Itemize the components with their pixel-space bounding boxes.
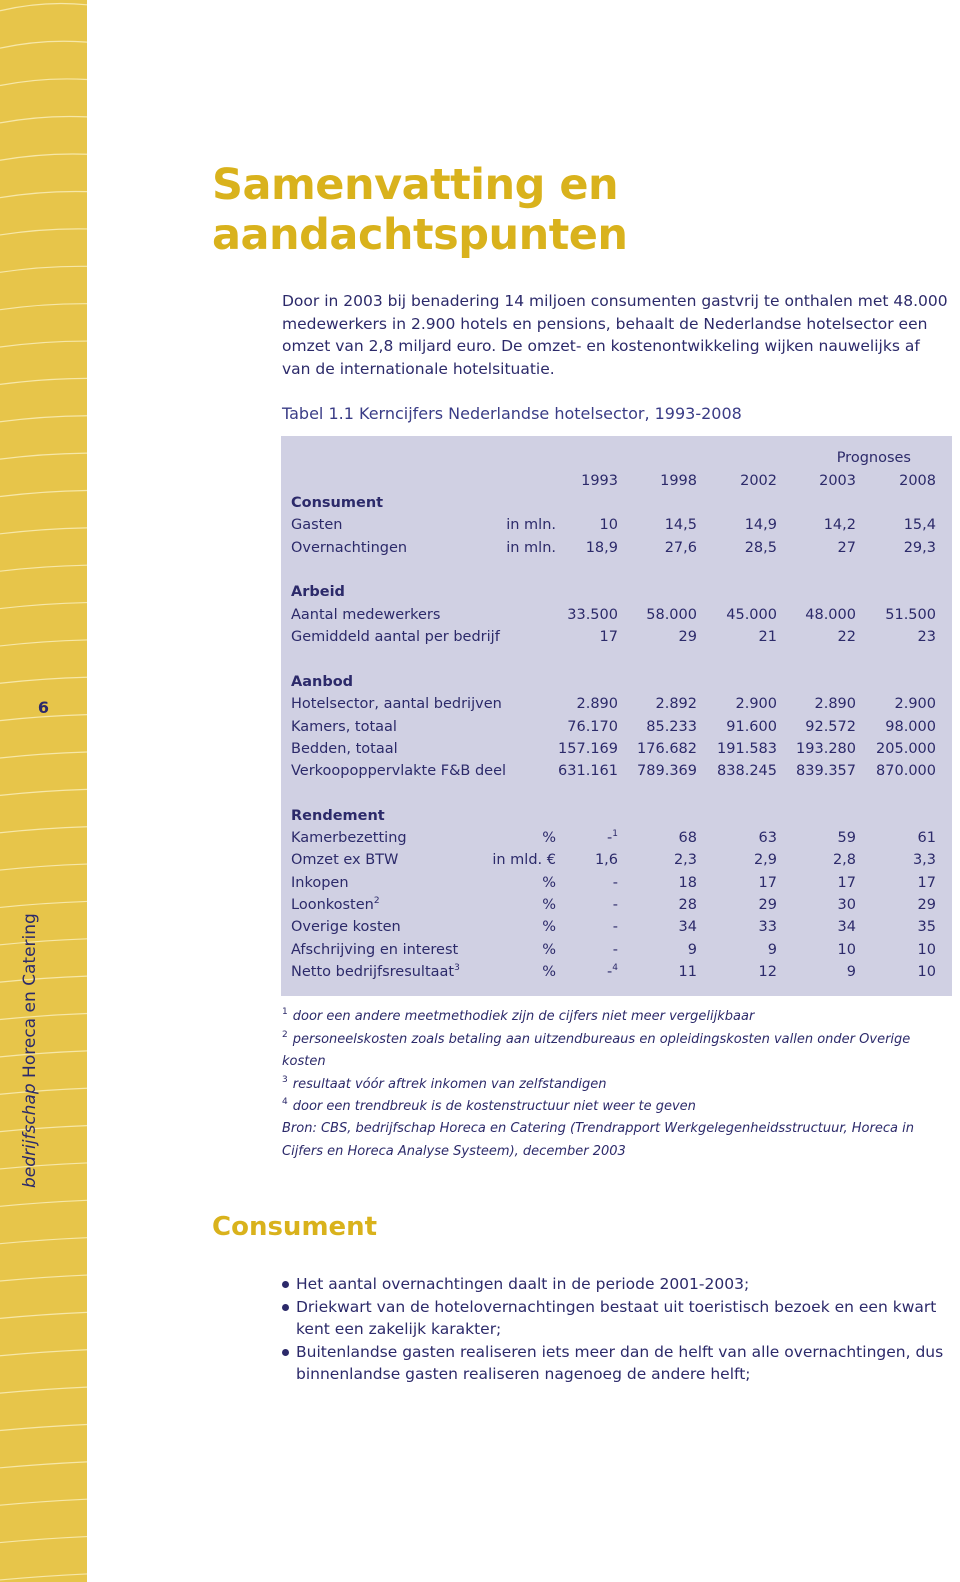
bullet-icon [282, 1281, 289, 1288]
cell: 2.900 [735, 696, 777, 712]
table-caption: Tabel 1.1 Kerncijfers Nederlandse hotelsector, 1993-2008 [282, 404, 742, 423]
cell: 176.682 [637, 741, 697, 757]
cell: 28 [678, 897, 697, 913]
decorative-arc [0, 827, 87, 833]
decorative-arc [0, 79, 87, 86]
decorative-arc [0, 789, 87, 795]
cell: 205.000 [876, 741, 936, 757]
section-title: Rendement [291, 808, 385, 824]
row-label: Kamers, totaal [291, 719, 397, 735]
table-row [291, 626, 941, 648]
vertical-brand-text [8, 913, 52, 1188]
cell: 193.280 [796, 741, 856, 757]
row-unit: in mln. [506, 517, 556, 533]
cell: 191.583 [717, 741, 777, 757]
bullet-icon [282, 1304, 289, 1311]
cell [607, 827, 618, 849]
cell: 17 [758, 875, 777, 891]
cell: 85.233 [646, 719, 697, 735]
table-row [291, 716, 941, 738]
prognoses-row [291, 447, 941, 469]
footnote-number: 2 [282, 1029, 288, 1040]
cell: 30 [837, 897, 856, 913]
cell: 838.245 [717, 763, 777, 779]
cell: 48.000 [805, 607, 856, 623]
cell: 12 [758, 964, 777, 980]
decorative-arc [0, 1312, 87, 1318]
cell: 11 [678, 964, 697, 980]
footnote [282, 1029, 952, 1074]
decorative-arc [0, 1387, 87, 1393]
row-unit: % [542, 875, 556, 891]
cell: 29 [758, 897, 777, 913]
cell: 17 [917, 875, 936, 891]
cell: 9 [767, 942, 777, 958]
table-row [291, 827, 941, 849]
cell: 789.369 [637, 763, 697, 779]
row-unit: % [542, 942, 556, 958]
decorative-arc [0, 864, 87, 870]
row-label: Gemiddeld aantal per bedrijf [291, 629, 500, 645]
cell: 59 [837, 830, 856, 846]
footnote-text: personeelskosten zoals betaling aan uitzendbureaus en opleidingskosten vallen onder Overige kosten [282, 1031, 911, 1069]
cell: 29 [678, 629, 697, 645]
cell: - [612, 897, 618, 913]
cell: - [612, 875, 618, 891]
decorative-arc [0, 117, 87, 123]
row-label-text: Loonkosten [291, 897, 374, 913]
cell: 2,3 [673, 852, 697, 868]
footnote [282, 1074, 952, 1097]
table-row [291, 537, 941, 559]
footnote-text: door een andere meetmethodiek zijn de cijfers niet meer vergelijkbaar [292, 1009, 755, 1024]
cell: 15,4 [903, 517, 936, 533]
brand-rest: Horeca en Catering [20, 913, 40, 1084]
arc-pattern [0, 0, 87, 1582]
bullet-text: Buitenlandse gasten realiseren iets meer dan de helft van alle overnachtingen, dus binnenlandse gasten realiseren nagenoeg de andere helft; [296, 1342, 944, 1383]
decorative-arc [0, 453, 87, 459]
cell: 18 [678, 875, 697, 891]
intro-paragraph: Door in 2003 bij benadering 14 miljoen consumenten gastvrij te onthalen met 48.000 medewerkers in 2.900 hotels en pensions, behaalt de Nederlandse hotelsector een omzet van 2,8 miljard euro. De omzet- en kostenontwikkeling wijken nauwelijks af van de internationale hotelsituatie. [282, 292, 948, 378]
decorative-arc [0, 1275, 87, 1281]
footnote-number: 1 [282, 1007, 288, 1017]
decorative-arc [0, 640, 87, 646]
decorative-arc [0, 378, 87, 384]
decorative-arc [0, 154, 87, 160]
row-unit: in mld. € [492, 852, 556, 868]
cell: 98.000 [885, 719, 936, 735]
decorative-arc [0, 603, 87, 609]
row-unit: % [542, 830, 556, 846]
cell: 92.572 [805, 719, 856, 735]
decorative-arc [0, 528, 87, 534]
footnote-ref: 3 [454, 963, 460, 973]
year-header-row [291, 470, 941, 492]
cell: 58.000 [646, 607, 697, 623]
cell: 34 [678, 919, 697, 935]
footnote-number: 3 [282, 1074, 288, 1085]
decorative-arc [0, 1350, 87, 1356]
decorative-arc [0, 1537, 87, 1543]
row-label: Aantal medewerkers [291, 607, 441, 623]
row-label [291, 894, 380, 916]
row-unit: % [542, 919, 556, 935]
cell: 76.170 [567, 719, 618, 735]
bullet-list [282, 1273, 947, 1386]
decorative-sidebar [0, 0, 87, 1582]
decorative-arc [0, 939, 87, 945]
decorative-arc [0, 304, 87, 310]
table-row [291, 939, 941, 961]
decorative-arc [0, 752, 87, 758]
decorative-arc [0, 1499, 87, 1505]
cell: 631.161 [558, 763, 618, 779]
section-title: Consument [291, 495, 384, 511]
cell: - [612, 919, 618, 935]
cell: 870.000 [876, 763, 936, 779]
footnote-ref: 2 [373, 896, 380, 906]
cell: 33.500 [567, 607, 618, 623]
row-label: Inkopen [291, 875, 349, 891]
section-heading-aanbod [291, 671, 941, 693]
prognoses-label: Prognoses [836, 450, 911, 466]
table-row [291, 693, 941, 715]
decorative-arc [0, 565, 87, 571]
section-heading-consument [291, 492, 941, 514]
decorative-arc [0, 416, 87, 422]
table-row [291, 738, 941, 760]
cell: 61 [917, 830, 936, 846]
cell: 9 [846, 964, 856, 980]
cell: 68 [678, 830, 697, 846]
bullet-item [282, 1341, 947, 1386]
cell-value: - [607, 830, 613, 846]
footnote [282, 1006, 952, 1029]
row-unit: % [542, 964, 556, 980]
cell: 63 [758, 830, 777, 846]
year-header: 2008 [899, 473, 936, 489]
cell: 21 [758, 629, 777, 645]
section-title: Arbeid [291, 584, 345, 600]
decorative-arc [0, 191, 87, 197]
bullet-text: Driekwart van de hotelovernachtingen bestaat uit toeristisch bezoek en een kwart kent een zakelijk karakter; [296, 1297, 937, 1338]
decorative-arc [0, 1200, 87, 1206]
decorative-arc [0, 901, 87, 907]
bullet-item [282, 1273, 947, 1296]
table-row [291, 604, 941, 626]
cell: 3,3 [912, 852, 936, 868]
row-label: Verkoopoppervlakte F&B deel [291, 763, 507, 779]
section-title: Aanbod [291, 674, 354, 690]
table-row [291, 760, 941, 782]
cell: 34 [837, 919, 856, 935]
cell: 17 [599, 629, 618, 645]
cell: 35 [917, 919, 936, 935]
decorative-arc [0, 229, 87, 235]
decorative-arc [0, 1424, 87, 1430]
row-label [291, 961, 460, 983]
table-row [291, 961, 941, 983]
cell: 2,9 [753, 852, 777, 868]
table-row [291, 514, 941, 536]
row-label: Afschrijving en interest [291, 942, 459, 958]
year-header: 1998 [660, 473, 697, 489]
cell: 33 [758, 919, 777, 935]
decorative-arc [0, 266, 87, 272]
cell: 157.169 [558, 741, 618, 757]
table-row [291, 916, 941, 938]
cell: 14,5 [664, 517, 697, 533]
cell: 18,9 [585, 540, 618, 556]
decorative-arc [0, 490, 87, 496]
table-row [291, 872, 941, 894]
cell: 10 [599, 517, 618, 533]
footnote-ref: 4 [612, 963, 618, 973]
decorative-arc [0, 341, 87, 347]
cell: 27,6 [664, 540, 697, 556]
row-label: Omzet ex BTW [291, 852, 399, 868]
bullet-text: Het aantal overnachtingen daalt in de periode 2001-2003; [296, 1275, 750, 1293]
cell: 2.892 [655, 696, 697, 712]
decorative-arc [0, 1462, 87, 1468]
cell: 22 [837, 629, 856, 645]
cell: 28,5 [744, 540, 777, 556]
decorative-arc [0, 1574, 87, 1580]
year-header: 2002 [740, 473, 777, 489]
row-label: Kamerbezetting [291, 830, 407, 846]
cell: 2,8 [832, 852, 856, 868]
page-number: 6 [37, 698, 50, 717]
section-heading-rendement [291, 805, 941, 827]
page-title: Samenvatting en aandachtspunten [212, 160, 628, 260]
cell: 2.890 [576, 696, 618, 712]
row-label: Bedden, totaal [291, 741, 398, 757]
decorative-arc [0, 677, 87, 683]
cell: 91.600 [726, 719, 777, 735]
cell: 29 [917, 897, 936, 913]
footnote-text: door een trendbreuk is de kostenstructuur niet weer te geven [292, 1099, 696, 1114]
row-label: Hotelsector, aantal bedrijven [291, 696, 502, 712]
cell: 10 [917, 964, 936, 980]
source-note: Bron: CBS, bedrijfschap Horeca en Catering (Trendrapport Werkgelegenheidsstructuur, Horeca in Cijfers en Horeca Analyse Systeem), december 2003 [282, 1121, 914, 1159]
table-row [291, 894, 941, 916]
cell: 10 [837, 942, 856, 958]
cell: 14,2 [823, 517, 856, 533]
row-label-text: Netto bedrijfsresultaat [291, 964, 455, 980]
year-header: 2003 [819, 473, 856, 489]
footnotes [282, 1006, 952, 1119]
footnote-number: 4 [282, 1097, 288, 1107]
cell: 2.890 [814, 696, 856, 712]
row-unit: in mln. [506, 540, 556, 556]
cell: 2.900 [894, 696, 936, 712]
cell: - [612, 942, 618, 958]
cell: 23 [917, 629, 936, 645]
cell: 839.357 [796, 763, 856, 779]
bullet-item [282, 1296, 947, 1341]
cell: 14,9 [744, 517, 777, 533]
cell: 10 [917, 942, 936, 958]
cell: 51.500 [885, 607, 936, 623]
row-label: Gasten [291, 517, 343, 533]
row-label: Overige kosten [291, 919, 401, 935]
row-unit: % [542, 897, 556, 913]
footnote-ref: 1 [612, 829, 618, 839]
decorative-arc [0, 4, 87, 11]
cell: 45.000 [726, 607, 777, 623]
cell-value: - [607, 964, 613, 980]
cell: 17 [837, 875, 856, 891]
footnote [282, 1096, 952, 1119]
year-header: 1993 [581, 473, 618, 489]
table-row [291, 849, 941, 871]
section-heading-consument: Consument [212, 1212, 378, 1242]
decorative-arc [0, 41, 87, 48]
section-heading-arbeid [291, 581, 941, 603]
row-label: Overnachtingen [291, 540, 408, 556]
bullet-icon [282, 1349, 289, 1356]
cell [607, 961, 618, 983]
cell: 29,3 [903, 540, 936, 556]
decorative-arc [0, 1238, 87, 1244]
footnote-text: resultaat vóór aftrek inkomen van zelfstandigen [292, 1076, 607, 1092]
cell: 27 [837, 540, 856, 556]
cell: 1,6 [594, 852, 618, 868]
cell: 9 [687, 942, 697, 958]
brand-italic: bedrijfschap [20, 1083, 40, 1188]
